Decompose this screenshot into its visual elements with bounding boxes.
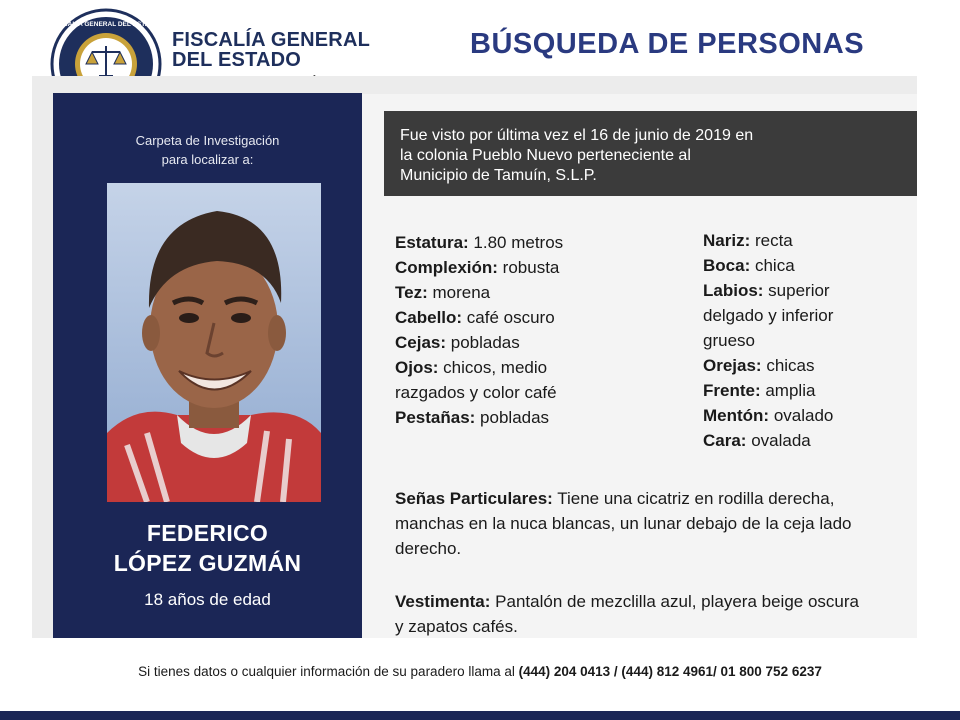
case-caption: [53, 131, 362, 169]
feature-frente: Frente: amplia: [703, 381, 816, 400]
feature-boca: Boca: chica: [703, 256, 795, 275]
senas-value: Tiene una cicatriz en rodilla derecha, manchas en la nuca blancas, un lunar debajo de la ceja lado derecho.: [395, 489, 852, 558]
person-photo: [107, 183, 321, 502]
feature-pestanas: Pestañas: pobladas: [395, 408, 550, 427]
features-left: [395, 230, 695, 430]
last-seen-line-1: Fue visto por última vez el 16 de junio de 2019 en: [400, 127, 754, 144]
feature-cara: Cara: ovalada: [703, 431, 811, 450]
feature-ojos: Ojos: chicos, medio razgados y color café: [395, 358, 557, 402]
person-first-name: FEDERICO: [146, 520, 269, 546]
person-name: [53, 518, 362, 578]
features-right: [703, 228, 903, 453]
person-age: 18 años de edad: [144, 590, 271, 609]
feature-tez: Tez: morena: [395, 283, 491, 302]
feature-menton: Mentón: ovalado: [703, 406, 834, 425]
feature-orejas: Orejas: chicas: [703, 356, 815, 375]
org-line-2: DEL ESTADO: [172, 49, 302, 71]
feature-estatura: Estatura: 1.80 metros: [395, 233, 564, 252]
feature-nariz: Nariz: recta: [703, 231, 793, 250]
last-seen-line-3: Municipio de Tamuín, S.L.P.: [400, 167, 597, 184]
contact-footer: [0, 664, 960, 679]
feature-labios: Labios: superior delgado y inferior grueso: [703, 281, 834, 350]
page-title: BÚSQUEDA DE PERSONAS: [470, 28, 865, 60]
clothing: [395, 589, 865, 639]
case-line-1: Carpeta de Investigación: [135, 133, 280, 148]
distinguishing-marks: [395, 486, 865, 561]
feature-cabello: Cabello: café oscuro: [395, 308, 555, 327]
bottom-bar: [0, 711, 960, 720]
senas-label: Señas Particulares:: [395, 489, 553, 508]
feature-cejas: Cejas: pobladas: [395, 333, 520, 352]
vestimenta-value: Pantalón de mezclilla azul, playera beige oscura y zapatos cafés.: [395, 592, 859, 636]
seal-ring-text: FISCALÍA GENERAL DEL ESTADO: [52, 21, 160, 28]
vestimenta-label: Vestimenta:: [395, 592, 491, 611]
org-line-1: FISCALÍA GENERAL: [172, 29, 371, 51]
footer-text: Si tienes datos o cualquier información de su paradero llama al: [138, 664, 519, 679]
person-last-name: LÓPEZ GUZMÁN: [113, 550, 302, 576]
last-seen-text: [400, 126, 800, 186]
case-line-2: para localizar a:: [161, 152, 254, 167]
footer-phones: (444) 204 0413 / (444) 812 4961/ 01 800 752 6237: [518, 664, 822, 679]
feature-complexion: Complexión: robusta: [395, 258, 560, 277]
last-seen-line-2: la colonia Pueblo Nuevo perteneciente al: [400, 147, 691, 164]
